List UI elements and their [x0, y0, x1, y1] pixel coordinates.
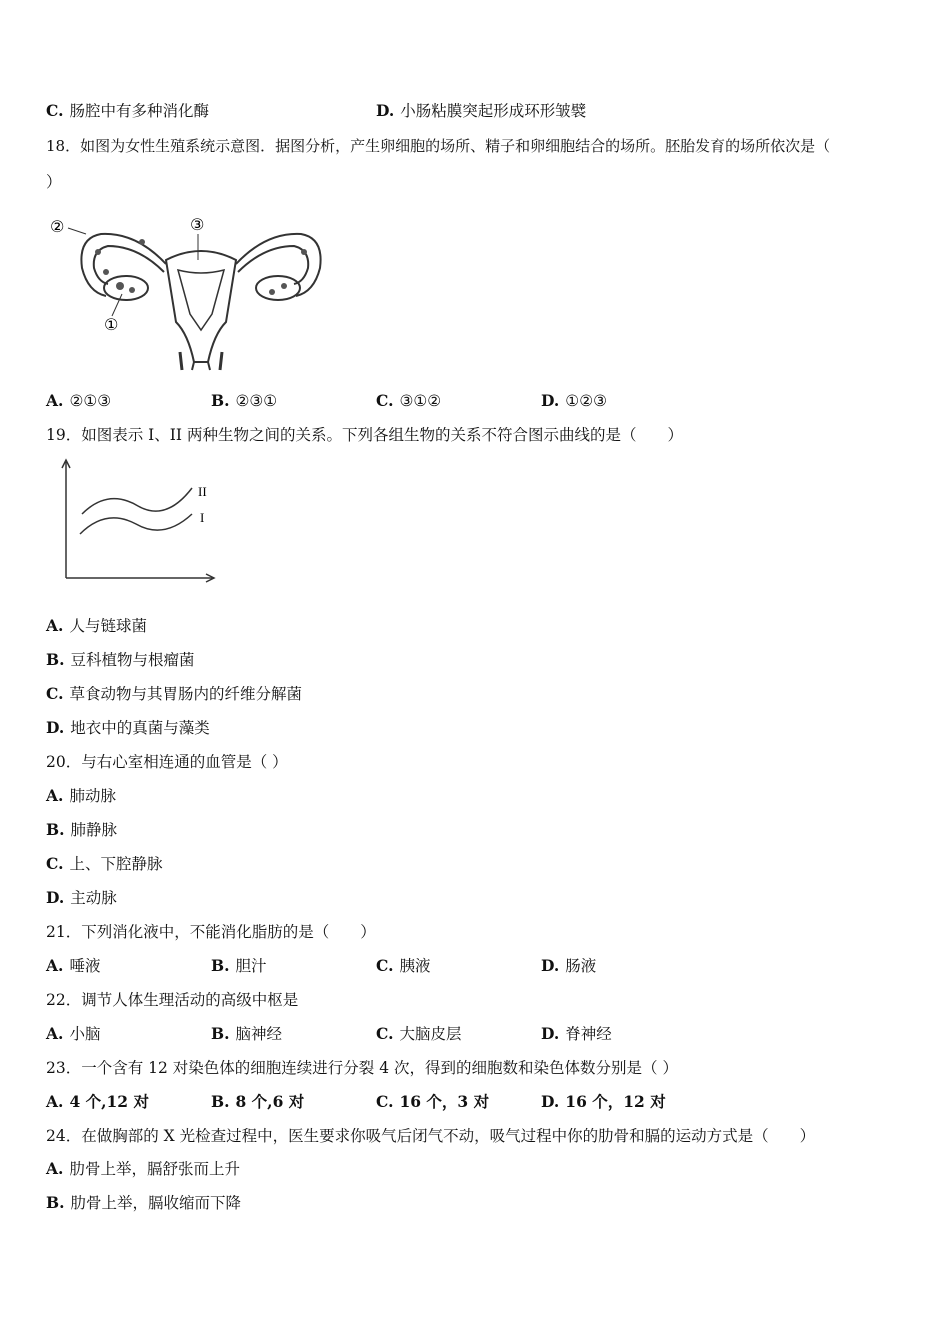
- q18-option-d: D. ①②③: [541, 391, 607, 410]
- q20-option-a: A. 肺动脉: [46, 786, 116, 805]
- q20-option-c: C. 上、下腔静脉: [46, 854, 163, 873]
- q20-option-b: B. 肺静脉: [46, 820, 118, 839]
- q22-option-b: B. 脑神经: [211, 1024, 283, 1043]
- curve-label-II: II: [198, 484, 207, 499]
- diagram-label-3: ③: [190, 215, 205, 234]
- q22-option-a: A. 小脑: [46, 1024, 101, 1043]
- q20-option-d: D. 主动脉: [46, 888, 117, 907]
- q21-option-d: D. 肠液: [541, 956, 597, 975]
- q20-stem: 20．与右心室相连通的血管是（ ）: [46, 753, 288, 771]
- q23-stem: 23．一个含有 12 对染色体的细胞连续进行分裂 4 次，得到的细胞数和染色体数分别是（ ）: [46, 1059, 678, 1077]
- q23-option-b: B. 8 个,6 对: [211, 1092, 305, 1111]
- q21-option-c: C. 胰液: [376, 956, 431, 975]
- q19-option-b: B. 豆科植物与根瘤菌: [46, 650, 195, 669]
- diagram-label-1: ①: [104, 315, 119, 334]
- q22-option-d: D. 脊神经: [541, 1024, 612, 1043]
- q21-option-a: A. 唾液: [46, 956, 101, 975]
- q18-stem-close: ）: [46, 173, 62, 191]
- curve-I: [80, 514, 192, 534]
- q18-stem: 18．如图为女性生殖系统示意图．据图分析，产生卵细胞的场所、精子和卵细胞结合的场所。胚胎发育的场所依次是（: [46, 137, 831, 155]
- q17-option-d: D. 小肠粘膜突起形成环形皱襞: [376, 101, 587, 120]
- population-relationship-graph: [56, 458, 220, 584]
- q18-option-b: B. ②③①: [211, 391, 278, 410]
- q23-option-c: C. 16 个，3 对: [376, 1092, 490, 1111]
- q19-option-d: D. 地衣中的真菌与藻类: [46, 718, 210, 737]
- female-reproductive-system-diagram: [46, 212, 326, 372]
- q23-option-a: A. 4 个,12 对: [46, 1092, 149, 1111]
- q24-option-b: B. 肋骨上举，膈收缩而下降: [46, 1193, 242, 1212]
- q22-stem: 22．调节人体生理活动的高级中枢是: [46, 991, 299, 1009]
- q19-option-c: C. 草食动物与其胃肠内的纤维分解菌: [46, 684, 302, 703]
- q22-option-c: C. 大脑皮层: [376, 1024, 462, 1043]
- q17-option-c: C. 肠腔中有多种消化酶: [46, 101, 209, 120]
- q19-stem: 19．如图表示 I、II 两种生物之间的关系。下列各组生物的关系不符合图示曲线的是（ ）: [46, 426, 683, 444]
- curve-label-I: I: [200, 510, 205, 525]
- q23-option-d: D. 16 个，12 对: [541, 1092, 666, 1111]
- q18-option-c: C. ③①②: [376, 391, 442, 410]
- diagram-label-2: ②: [50, 217, 65, 236]
- q18-option-a: A. ②①③: [46, 391, 112, 410]
- q21-option-b: B. 胆汁: [211, 956, 267, 975]
- q24-stem: 24．在做胸部的 X 光检查过程中，医生要求你吸气后闭气不动，吸气过程中你的肋骨和膈的运动方式是（ ）: [46, 1127, 816, 1145]
- q19-option-a: A. 人与链球菌: [46, 616, 147, 635]
- q24-option-a: A. 肋骨上举，膈舒张而上升: [46, 1159, 240, 1178]
- q21-stem: 21．下列消化液中，不能消化脂肪的是（ ）: [46, 923, 376, 941]
- curve-II: [82, 488, 192, 514]
